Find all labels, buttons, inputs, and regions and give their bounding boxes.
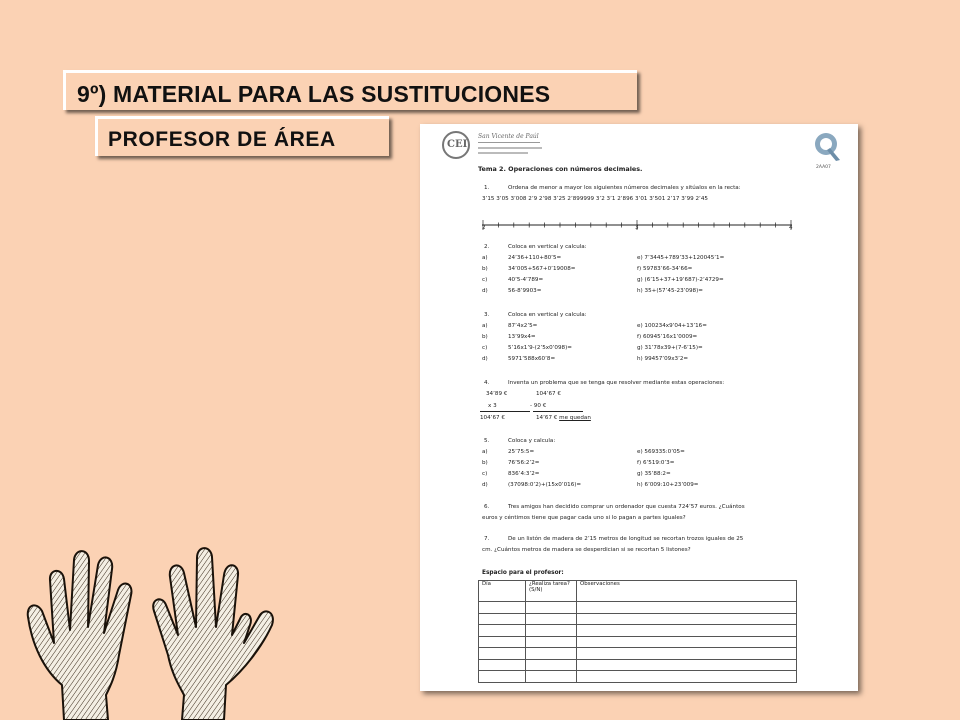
q2-item: f) 59783’66-34’66= [637,266,693,272]
q7-number: 7. [484,536,490,542]
q6-number: 6. [484,504,490,510]
q3-item: 5971’588x60’8= [508,356,556,362]
q2-item: 40’5-4’789= [508,277,544,283]
q4-number: 4. [484,380,490,386]
q4-op2-rule [533,411,583,412]
col-header-observations: Observaciones [577,581,797,602]
q6-line1: Tres amigos han decidido comprar un ordenador que cuesta 724’57 euros. ¿Cuántos [508,504,745,510]
table-row [479,602,797,614]
table-row [479,613,797,625]
q1-number: 1. [484,185,490,191]
q3-item-letter: d) [482,356,488,362]
worksheet-topic: Tema 2. Operaciones con números decimales. [478,165,643,173]
q2-item: h) 35+(57’45-23’098)= [637,288,703,294]
teacher-table [478,580,797,683]
q7-line1: De un listón de madera de 2’15 metros de longitud se recortan trozos iguales de 25 [508,536,744,542]
logo-letters: CEI [447,139,468,150]
q4-op2-line1: 104’67 € [536,391,561,397]
col-header-task: ¿Realiza tarea? (S/N) [526,581,577,602]
q5-text: Coloca y calcula: [508,438,556,444]
q3-item-letter: c) [482,345,488,351]
table-header-row [479,581,797,602]
q2-item-letter: b) [482,266,488,272]
q3-item: 5’16x1’9-(2’5x0’098)= [508,345,572,351]
q5-item-letter: a) [482,449,488,455]
slide-title-banner [63,70,637,110]
q3-item-letter: a) [482,323,488,329]
right-hand-four-fingers-icon [153,548,273,720]
header-rule [478,142,540,143]
q3-item: g) 31’78x39+(7-6’15)= [637,345,703,351]
q6-line2: euros y céntimos tiene que pagar cada uno si lo pagan a partes iguales? [482,515,686,521]
q5-item-letter: c) [482,471,488,477]
table-row [479,636,797,648]
q2-item: e) 7’3445+789’33+120045’1= [637,255,725,261]
q5-item: 76’56:2’2= [508,460,540,466]
q5-item: (37098:0’2)+(15x0’016)= [508,482,582,488]
q2-item-letter: a) [482,255,488,261]
q5-item: g) 35’88:2= [637,471,671,477]
q4-text: Inventa un problema que se tenga que resolver mediante estas operaciones: [508,380,725,386]
slide-title: 9º) MATERIAL PARA LAS SUSTITUCIONES [77,81,551,107]
hands-illustration-icon [24,535,279,720]
q3-text: Coloca en vertical y calcula: [508,312,587,318]
header-text-line [478,147,542,149]
col-header-day: Día [479,581,526,602]
q4-op2-line2: - 90 € [530,403,547,409]
axis-label-4: 4 [789,225,793,231]
axis-label-3: 3 [635,225,639,231]
q3-item-letter: b) [482,334,488,340]
document-code: 2AA07 [816,165,831,170]
q5-item: f) 6’519:0’3= [637,460,675,466]
q2-item: g) (6’15+37+19’687)-2’4729= [637,277,724,283]
q1-values: 3’15 3’05 3’008 2’9 2’98 3’25 2’899999 3’2 3’1 2’896 3’01 3’501 2’17 3’99 2’45 [482,196,708,202]
axis-label-2: 2 [482,225,486,231]
table-row [479,671,797,683]
table-row [479,625,797,637]
slide-subtitle-banner [95,116,389,156]
q4-op2-result: 14’67 € me quedan [536,415,591,421]
q4-op1-line2: x 3 [488,403,497,409]
worksheet-page [420,124,858,691]
header-text-line [478,152,528,154]
q2-item: 56-8’9903= [508,288,542,294]
q3-item: f) 60945’16x1’0009= [637,334,698,340]
table-row [479,648,797,660]
q2-item: 24’36+110+80’5= [508,255,562,261]
left-hand-five-fingers-icon [28,551,132,720]
q4-op1-rule [480,411,530,412]
q7-line2: cm. ¿Cuántos metros de madera se desperdician si se recortan 5 listones? [482,547,691,553]
q5-item: 836’4:3’2= [508,471,540,477]
q4-op1-result: 104’67 € [480,415,505,421]
q2-item-letter: d) [482,288,488,294]
q5-item-letter: d) [482,482,488,488]
q2-number: 2. [484,244,490,250]
q5-item: e) 569335:0’05= [637,449,685,455]
school-logo-icon [442,131,470,159]
q4-op1-line1: 34’89 € [486,391,508,397]
q5-item: 25’75:5= [508,449,535,455]
q3-item: 87’4x2’5= [508,323,538,329]
table-row [479,659,797,671]
q5-item: h) 6’009:10+23’009= [637,482,699,488]
q5-item-letter: b) [482,460,488,466]
q3-item: h) 99457’09x3’2= [637,356,689,362]
q2-text: Coloca en vertical y calcula: [508,244,587,250]
q5-number: 5. [484,438,490,444]
quality-logo-icon [812,130,844,162]
q2-item-letter: c) [482,277,488,283]
q3-item: 13’99x4= [508,334,536,340]
q3-number: 3. [484,312,490,318]
q2-item: 34’005+567+0’19008= [508,266,576,272]
q3-item: e) 100234x9’04+13’16= [637,323,707,329]
school-name: San Vicente de Paúl [478,133,539,140]
q1-text: Ordena de menor a mayor los siguientes números decimales y sitúalos en la recta: [508,185,741,191]
slide-subtitle: PROFESOR DE ÁREA [108,128,336,151]
teacher-space-label: Espacio para el profesor: [482,570,564,576]
